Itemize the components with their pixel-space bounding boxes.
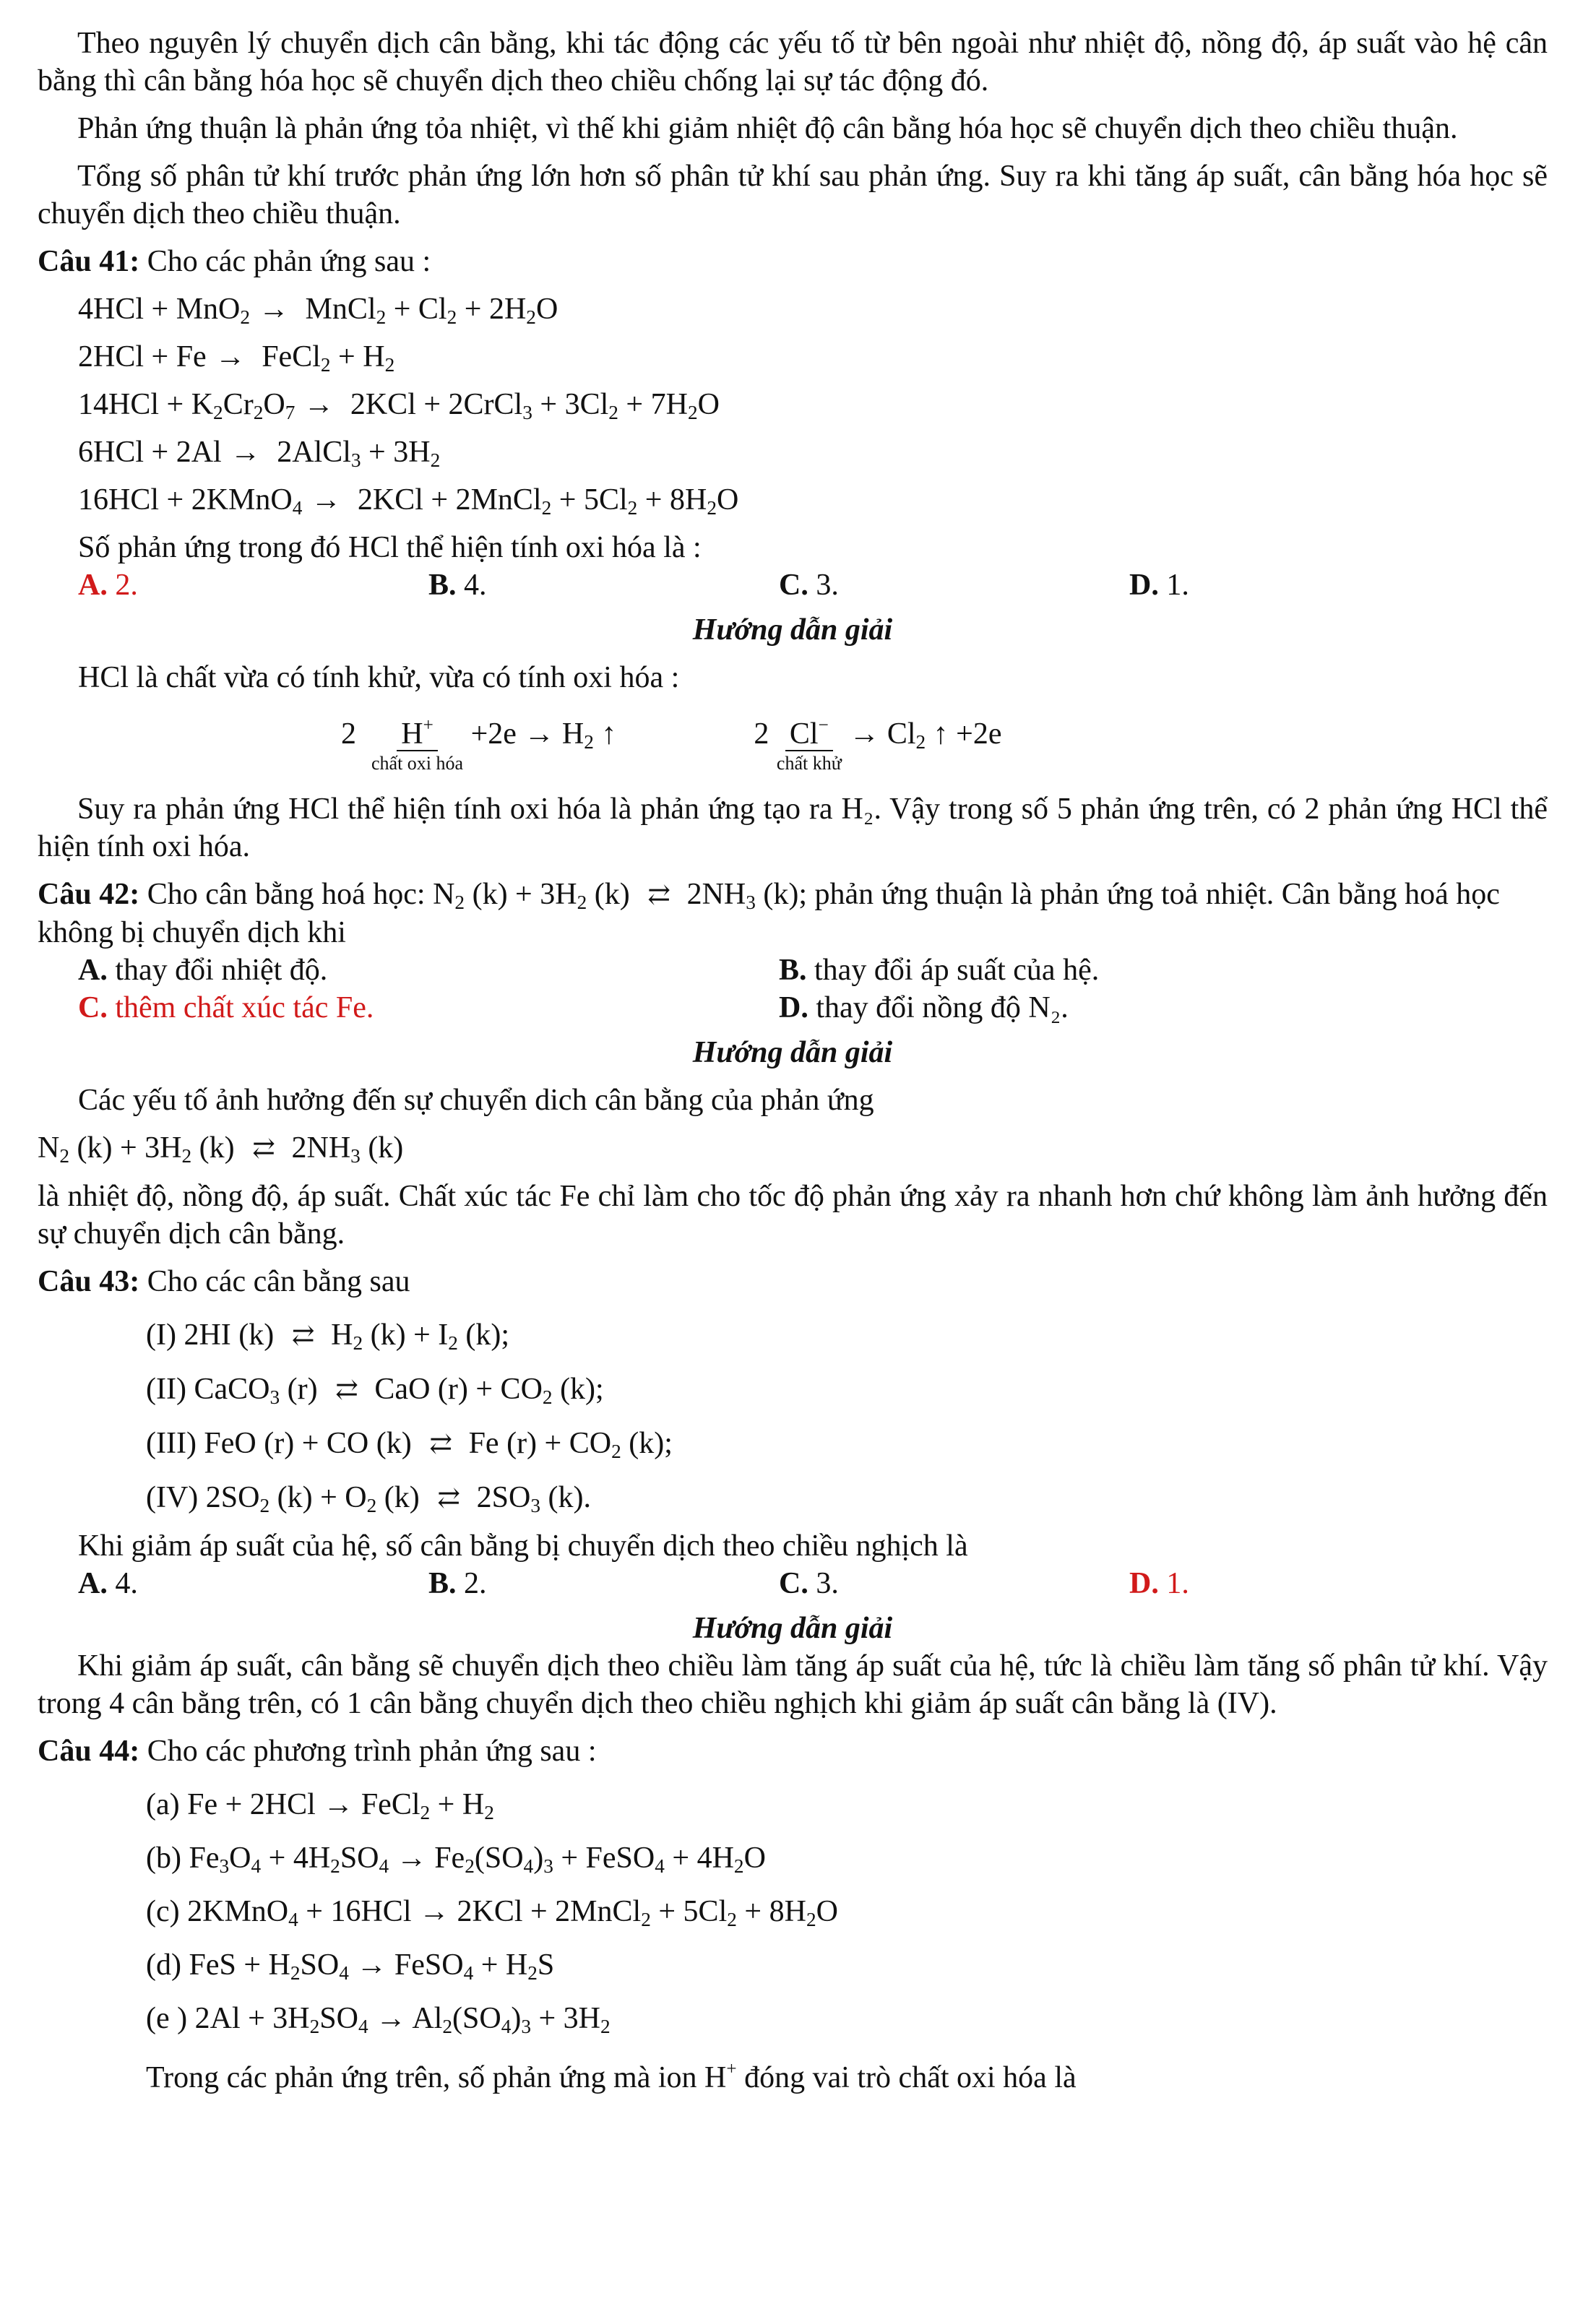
question-44: Câu 44: Cho các phương trình phản ứng sau : — [38, 1735, 597, 1768]
solution-conclusion: Suy ra phản ứng HCl thể hiện tính oxi hóa là phản ứng tạo ra H₂. Vậy trong số 5 phản ứng trên, có 2 phản ứng HCl thể hiện tính oxi hóa. — [38, 793, 1548, 863]
question-label: Câu 41: — [38, 245, 140, 278]
option-a[interactable]: A. thay đổi nhiệt độ. — [78, 954, 328, 987]
option-a[interactable]: A. 4. — [78, 1567, 138, 1600]
solution-text: Các yếu tố ảnh hưởng đến sự chuyển dich cân bằng của phản ứng — [78, 1084, 874, 1117]
question-label: Câu 42: — [38, 878, 140, 911]
equilibrium-equation: $N_2$ $(k) + 3H_2$ (k) ⇄ $2NH_3$ (k) — [38, 1131, 404, 1167]
intro-paragraph-3: Tổng số phân tử khí trước phản ứng lớn hơn số phân tử khí sau phản ứng. Suy ra khi tăng áp suất, cân bằng hóa học sẽ chuyển dịch theo chiều thuận. — [38, 160, 1548, 230]
reaction-1: 4HCl + MnO$_2$ → MnCl$_2$ + $Cl_2 + 2H_2O$ — [78, 293, 558, 328]
option-d[interactable]: D. thay đổi nồng độ N₂. — [779, 991, 1069, 1024]
solution-heading: Hướng dẫn giải — [692, 1612, 893, 1645]
option-c[interactable]: C. 3. — [779, 569, 839, 602]
option-d[interactable]: D. 1. — [1129, 569, 1189, 602]
solution-conclusion: là nhiệt độ, nồng độ, áp suất. Chất xúc tác Fe chỉ làm cho tốc độ phản ứng xảy ra nhanh hơn chứ không làm ảnh hưởng đến sự chuyển dịch cân bằng. — [38, 1180, 1548, 1251]
option-b[interactable]: B. 2. — [428, 1567, 487, 1600]
answer-options — [38, 989, 1548, 1027]
answer-options — [38, 566, 1548, 604]
reaction-a: (a) Fe + 2HCl → FeCl$_2$ + $H_2$ — [146, 1788, 494, 1823]
solution-text: HCl là chất vừa có tính khử, vừa có tính oxi hóa : — [78, 661, 680, 694]
solution-text: Khi giảm áp suất, cân bằng sẽ chuyển dịch theo chiều làm tăng áp suất của hệ, tức là chiều làm tăng số phân tử khí. Vậy trong 4 cân bằng trên, có 1 cân bằng chuyển dịch theo chiều nghịch khi giảm áp suất cân bằng là (IV). — [38, 1649, 1548, 1720]
question-43: Câu 43: Cho các cân bằng sau — [38, 1265, 410, 1298]
equilibrium-2: (II) CaCO$_3$ (r) ⇄ CaO $(r) + CO_2$ (k); — [146, 1373, 604, 1408]
equilibrium-3: (III) FeO (r) + CO (k) ⇄ Fe $(r) + CO_2$ (k); — [146, 1427, 673, 1462]
answer-options — [38, 1565, 1548, 1602]
option-c[interactable]: C. 3. — [779, 1567, 839, 1600]
equilibrium-4: (IV) $2SO_2$ $(k) + O_2$ (k) ⇄ $2SO_3$ (k). — [146, 1481, 591, 1516]
question-41 — [38, 243, 1548, 280]
option-a[interactable]: A. 2. — [78, 569, 138, 602]
document-page — [38, 25, 1548, 2097]
question-label: Câu 44: — [38, 1735, 140, 1768]
question-ask: Trong các phản ứng trên, số phản ứng mà ion H+ đóng vai trò chất oxi hóa là — [146, 2059, 1077, 2094]
option-c[interactable]: C. thêm chất xúc tác Fe. — [78, 991, 374, 1024]
reaction-e: (e ) $2Al + 3H_2SO_4 \to Al_2(SO_4)_3 + 3H_2$ — [146, 2002, 611, 2037]
half-reactions — [38, 715, 1548, 790]
reducer-label: chất khử — [776, 753, 842, 774]
option-b[interactable]: B. thay đổi áp suất của hệ. — [779, 954, 1100, 987]
solution-heading: Hướng dẫn giải — [692, 1036, 893, 1069]
equilibrium-1: (I) 2HI (k) ⇄ $H_2$ $(k) + I_2$ (k); — [146, 1318, 510, 1354]
reaction-b: (b) $Fe_3O_4 + 4H_2SO_4 \to Fe_2(SO_4)_3$ + FeSO$_4$ + $4H_2O$ — [146, 1842, 766, 1877]
option-b[interactable]: B. 4. — [428, 569, 487, 602]
reaction-3: $14HCl + K_2Cr_2O_7 \to 2KCl$ + 2CrCl$_3$ + $3Cl_2 + 7H_2O$ — [78, 388, 720, 423]
intro-paragraph-1: Theo nguyên lý chuyển dịch cân bằng, khi tác động các yếu tố từ bên ngoài như nhiệt độ, nồng độ, áp suất vào hệ cân bằng thì cân bằng hóa học sẽ chuyển dịch theo chiều chống lại sự tác động đó. — [38, 27, 1548, 98]
option-d[interactable]: D. 1. — [1129, 1567, 1189, 1600]
reduction-half-reaction: 2 H+ chất oxi hóa $+2e \to H_2$ ↑ — [341, 718, 616, 790]
question-42: Câu 42: Cho cân bằng hoá học: $N_2$ $(k) + 3H_2$ (k) ⇄ $2NH_3$ (k); phản ứng thuận là phản ứng toả nhiệt. Cân bằng hoá học không bị chuyển dịch khi — [38, 878, 1500, 949]
reaction-c: (c) 2KMnO$_4$ + 16HCl → 2KCl + 2MnCl$_2$ + $5Cl_2 + 8H_2O$ — [146, 1895, 838, 1930]
oxidation-half-reaction: 2 Cl− chất khử → $Cl_2$ ↑ +2e — [754, 718, 1001, 790]
solution-heading: Hướng dẫn giải — [692, 613, 893, 647]
question-text: Cho các phản ứng sau : — [139, 245, 431, 278]
question-label: Câu 43: — [38, 1265, 140, 1298]
intro-paragraph-2: Phản ứng thuận là phản ứng tỏa nhiệt, vì thế khi giảm nhiệt độ cân bằng hóa học sẽ chuyển dịch theo chiều thuận. — [77, 112, 1458, 145]
answer-options — [38, 951, 1548, 989]
question-ask: Khi giảm áp suất của hệ, số cân bằng bị chuyển dịch theo chiều nghịch là — [78, 1529, 968, 1563]
oxidizer-label: chất oxi hóa — [371, 753, 464, 774]
reaction-d: (d) FeS + $H_2SO_4$ → FeSO$_4$ + $H_2S$ — [146, 1948, 555, 1984]
reaction-5: 16HCl + 2KMnO$_4$ → 2KCl + 2MnCl$_2$ + $5Cl_2 + 8H_2O$ — [78, 483, 739, 519]
reaction-2: 2HCl + Fe → FeCl$_2$ + $H_2$ — [78, 340, 395, 376]
reaction-4: 6HCl + 2Al → 2AlCl$_3$ + $3H_2$ — [78, 436, 441, 471]
question-ask: Số phản ứng trong đó HCl thể hiện tính oxi hóa là : — [78, 531, 702, 564]
